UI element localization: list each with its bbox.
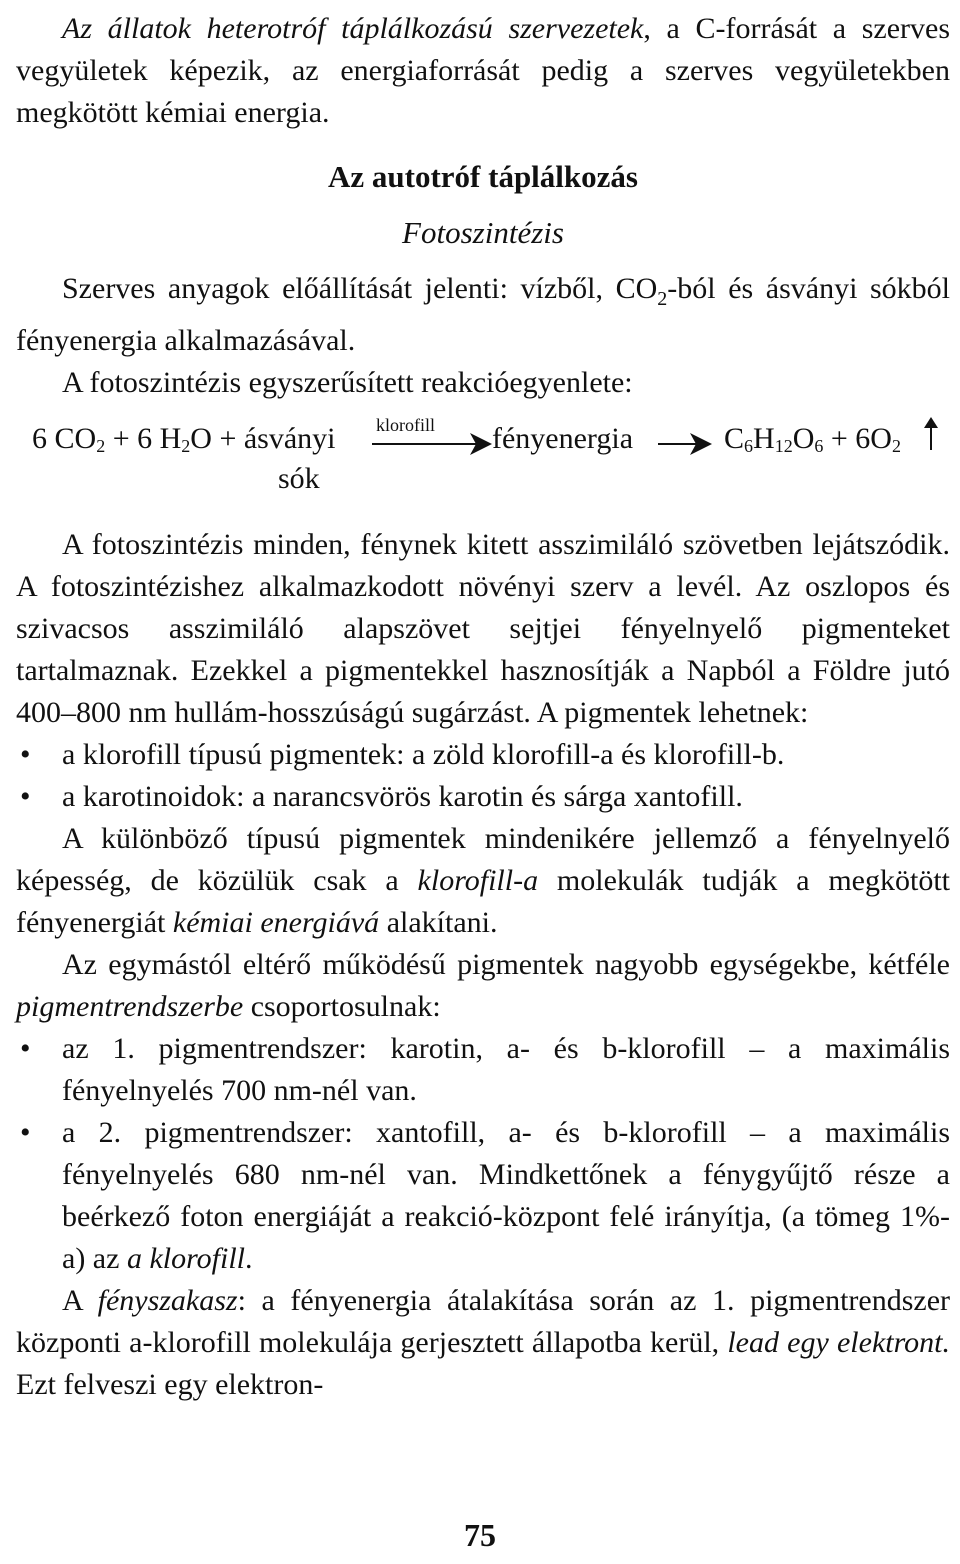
section-subheading: Fotoszintézis (402, 215, 564, 250)
paragraph-3: A fotoszintézis egyszerűsített reakcióegyenlete: (62, 366, 633, 399)
page-content (16, 8, 950, 1406)
text: + 6O (823, 422, 892, 455)
text: , a C-forrását a szerves vegyületek képezik, az energiaforrását pedig a szerves vegyületekben megkötött kémiai energia. (16, 12, 950, 129)
reaction-arrow-icon (656, 430, 716, 456)
equation-right (724, 418, 901, 460)
equation-left (32, 418, 336, 460)
text: C (724, 422, 745, 455)
subscript: 2 (657, 288, 668, 310)
text: + 6 H (105, 422, 182, 455)
arrow-label: klorofill (376, 415, 435, 435)
text: alakítani. (379, 906, 498, 939)
text: a 2. pigmentrendszer: xantofill, a- és b-klorofill – a maximális fényelnyelés 680 nm-nél van. Mindkettőnek a fénygyűjtő része a beérkező foton energiáját a reakció-központ felé irányítja, (a tömeg 1%-a) az (62, 1116, 950, 1275)
section-heading: Az autotróf táplálkozás (328, 159, 638, 194)
paragraph-6 (16, 944, 950, 1028)
list-item (16, 1112, 950, 1280)
italic-term: Az állatok heterotróf táplálkozású szervezetek (62, 12, 644, 45)
subscript: 2 (891, 436, 901, 456)
italic-term: fényszakasz (97, 1284, 238, 1317)
pigment-system-list (16, 1028, 950, 1280)
text: O (792, 422, 815, 455)
subscript: 2 (96, 436, 106, 456)
text: O + ásványi (190, 422, 336, 455)
pigment-list (16, 734, 950, 818)
italic-term: klorofill-a (417, 864, 539, 897)
text: H (753, 422, 775, 455)
subscript: 6 (744, 436, 754, 456)
equation-left-continued: sók (278, 462, 320, 495)
list-item: • a klorofill típusú pigmentek: a zöld klorofill-a és klorofill-b. (16, 734, 950, 776)
reaction-equation (16, 414, 950, 504)
italic-term: kémiai energiává (172, 906, 380, 939)
list-item (16, 1028, 950, 1112)
subscript: 12 (774, 436, 793, 456)
subscript: 6 (814, 436, 824, 456)
energy-label: fényenergia (492, 422, 634, 455)
reaction-arrow-icon (370, 430, 496, 456)
paragraph-2 (16, 268, 950, 362)
paragraph-4: A fotoszintézis minden, fénynek kitett asszimiláló szövetben lejátszódik. A fotoszintézishez alkalmazkodott növényi szerv a levél. Az oszlopos és szivacsos asszimiláló alapszövet sejtjei fényelnyelő pigmenteket tartalmaznak. Ezekkel a pigmentekkel hasznosítják a Napból a Földre jutó 400–800 nm hullám-hosszúságú sugárzást. A pigmentek lehetnek: (16, 528, 950, 729)
page-number: 75 (464, 1517, 496, 1553)
paragraph-1 (16, 8, 950, 134)
text: 6 CO (32, 422, 97, 455)
text: . (245, 1242, 253, 1275)
text: Ezt felveszi egy elektron- (16, 1368, 324, 1401)
text: csoportosulnak: (243, 990, 441, 1023)
text: -ból és ásványi sókból fényenergia alkalmazásával. (16, 272, 951, 357)
list-item: • a karotinoidok: a narancsvörös karotin és sárga xantofill. (16, 776, 950, 818)
text: molekulák tudják a megkötött fényenergiát (16, 864, 951, 939)
text: Szerves anyagok előállítását jelenti: vízből, CO (62, 272, 658, 305)
subscript: 2 (181, 436, 191, 456)
text: : a fényenergia átalakítása során az 1. pigmentrendszer központi a-klorofill molekulája gerjesztett állapotba kerül, (16, 1284, 951, 1359)
up-arrow-icon (922, 416, 940, 452)
paragraph-7 (16, 1280, 950, 1406)
text: Az egymástól eltérő működésű pigmentek nagyobb egységekbe, kétféle (62, 948, 950, 981)
text: A (62, 1284, 98, 1317)
italic-term: a klorofill (126, 1242, 245, 1275)
text: A különböző típusú pigmentek mindenikére jellemző a fényelnyelő képesség, de közülük csak a (16, 822, 950, 897)
italic-term: lead egy elektront. (727, 1326, 950, 1359)
italic-term: pigmentrendszerbe (16, 990, 244, 1023)
paragraph-5 (16, 818, 950, 944)
text: az 1. pigmentrendszer: karotin, a- és b-klorofill – a maximális fényelnyelés 700 nm-nél van. (62, 1032, 950, 1107)
